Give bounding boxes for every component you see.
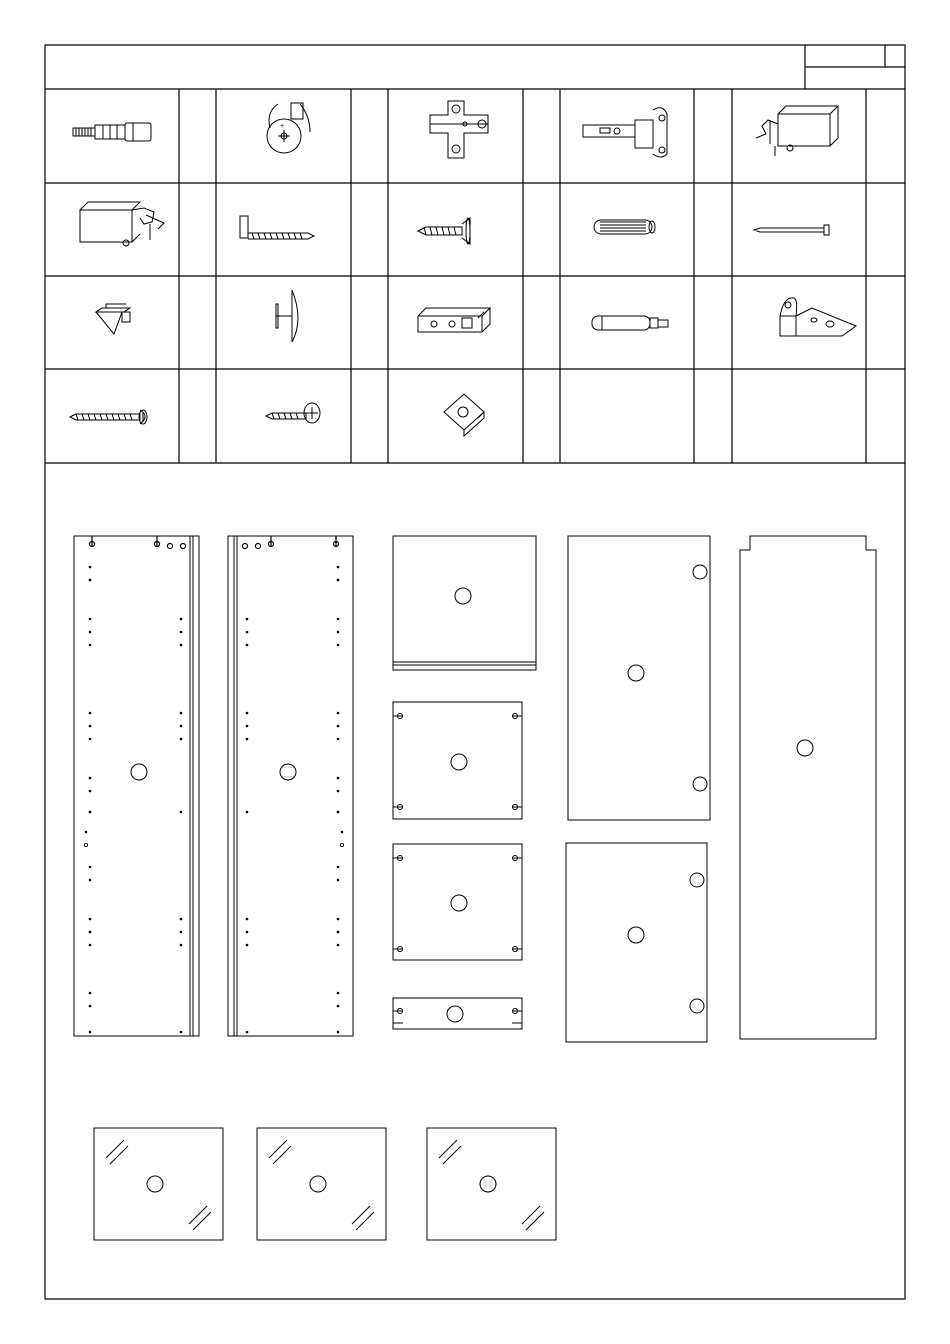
rail-panel	[393, 998, 522, 1029]
panel-label-marker	[451, 754, 467, 770]
long-screw-icon	[70, 410, 147, 424]
svg-text:+: +	[280, 123, 285, 130]
flat-head-screw-icon	[418, 218, 470, 244]
side-panel-holes	[85, 566, 344, 1034]
l-bracket-icon	[780, 298, 856, 336]
push-opener-icon	[592, 316, 668, 330]
magnetic-latch-icon	[418, 308, 490, 332]
glass-panel-2	[257, 1128, 386, 1240]
panel-label-marker	[131, 764, 147, 780]
panel-label-marker	[455, 588, 471, 604]
panel-label-marker	[628, 665, 644, 681]
left-panel-holes-outer	[85, 566, 92, 1034]
shelf-panel-1	[393, 702, 522, 819]
nail-icon	[754, 225, 829, 235]
l-hook-screw-icon	[240, 216, 314, 239]
hinge-cup-hole	[690, 999, 704, 1013]
shelf-support-icon	[96, 304, 130, 334]
back-panel	[740, 536, 876, 1039]
header-title-box	[805, 45, 905, 89]
short-screw-icon	[266, 403, 320, 423]
hinge-cup-hole	[690, 873, 704, 887]
door-bumper-icon	[276, 290, 298, 342]
hinge-cup-hole	[693, 565, 707, 579]
panel-label-marker	[280, 764, 296, 780]
cam-bolt-icon	[73, 123, 151, 141]
panel-label-marker	[451, 895, 467, 911]
panel-label-marker	[310, 1176, 326, 1192]
right-panel-holes-outer	[337, 566, 344, 1034]
side-panel-right	[228, 536, 353, 1036]
concealed-hinge-icon	[583, 108, 667, 157]
side-panel-left	[74, 536, 199, 1036]
left-panel-holes-inner	[180, 618, 183, 1034]
right-panel-holes-inner	[246, 618, 249, 1034]
square-pad-icon	[444, 394, 484, 436]
outer-frame	[45, 45, 905, 1299]
wooden-dowel-icon	[594, 220, 655, 234]
glass-panel-1	[94, 1128, 223, 1240]
shelf-panel-2	[393, 844, 522, 960]
glass-panel-3	[427, 1128, 556, 1240]
cam-lock-icon	[267, 103, 310, 153]
glass-door-bracket-alt-icon	[80, 202, 164, 246]
top-panel	[393, 536, 536, 670]
panel-label-marker	[628, 927, 644, 943]
door-panel-2	[566, 843, 707, 1042]
glass-door-bracket-icon	[756, 106, 838, 156]
panel-label-marker	[797, 740, 813, 756]
panel-label-marker	[480, 1176, 496, 1192]
door-panel-1	[568, 536, 710, 820]
panel-label-marker	[447, 1006, 463, 1022]
hardware-grid	[45, 89, 905, 463]
hinge-mounting-plate-icon	[430, 101, 488, 158]
hinge-cup-hole	[693, 777, 707, 791]
panel-label-marker	[147, 1176, 163, 1192]
